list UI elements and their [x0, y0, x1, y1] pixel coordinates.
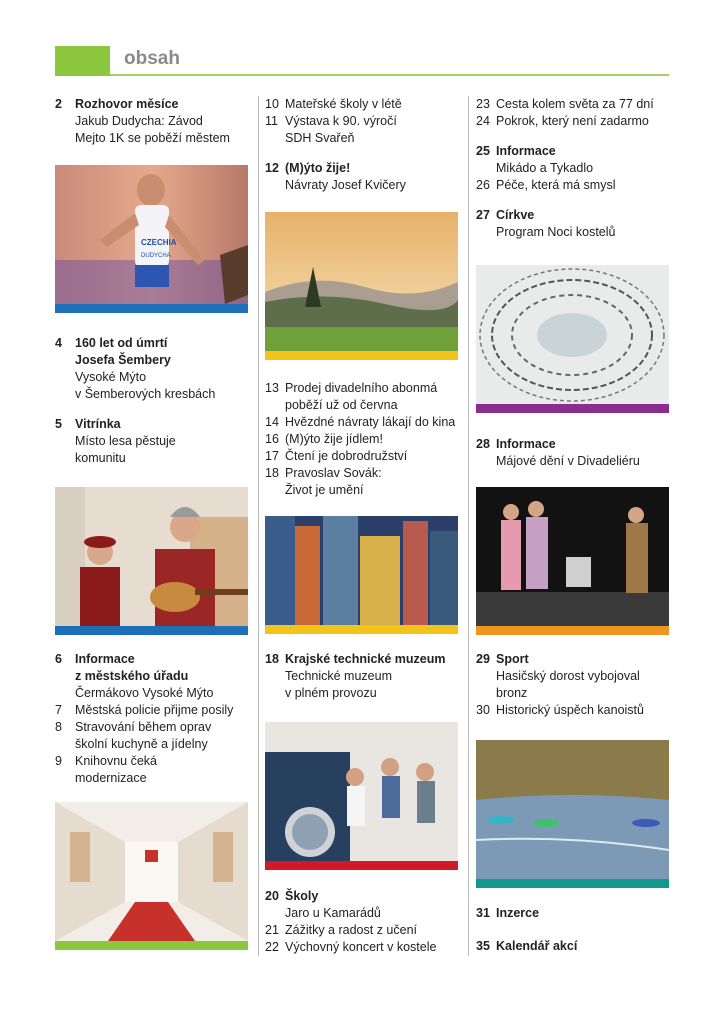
- toc-entry[interactable]: [476, 651, 669, 702]
- entry-title: Informace: [496, 437, 556, 451]
- toc-entry[interactable]: [265, 431, 458, 448]
- page-title: obsah: [124, 48, 180, 69]
- entry-text: Zážitky a radost z učení: [285, 923, 418, 937]
- entry-subtitle: Jakub Dudycha: Závod: [75, 114, 203, 128]
- page-number: 9: [55, 754, 62, 768]
- entry-title: Josefa Šembery: [75, 353, 171, 367]
- toc-entry[interactable]: [55, 702, 248, 719]
- entry-title: Sport: [496, 652, 529, 666]
- page-number: 21: [265, 923, 279, 937]
- entry-title: 160 let od úmrtí: [75, 336, 168, 350]
- page-number: 6: [55, 652, 62, 666]
- page-number: 12: [265, 161, 279, 175]
- photo-color-bar: [476, 879, 669, 888]
- photo-theatre[interactable]: [476, 487, 669, 635]
- entry-title: Inzerce: [496, 906, 540, 920]
- toc-entry[interactable]: [55, 651, 248, 702]
- page-number: 35: [476, 939, 490, 953]
- page-number: 18: [265, 652, 279, 666]
- page-number: 16: [265, 432, 279, 446]
- toc-entry[interactable]: [55, 719, 248, 753]
- toc-entry[interactable]: [265, 922, 458, 939]
- toc-entry[interactable]: [476, 143, 669, 177]
- toc-entry[interactable]: [476, 905, 669, 922]
- toc-entry[interactable]: [265, 113, 458, 147]
- entry-text: Historický úspěch kanoistů: [496, 703, 644, 717]
- page-number: 8: [55, 720, 62, 734]
- toc-entry[interactable]: [55, 753, 248, 787]
- entry-title: Rozhovor měsíce: [75, 97, 179, 111]
- photo-color-bar: [55, 626, 248, 635]
- entry-subtitle: Čermákovo Vysoké Mýto: [75, 686, 214, 700]
- toc-entry[interactable]: [265, 414, 458, 431]
- entry-title: Krajské technické muzeum: [285, 652, 446, 666]
- toc-entry[interactable]: [265, 651, 458, 702]
- column-divider: [258, 96, 259, 956]
- entry-text: Výstava k 90. výročí: [285, 114, 397, 128]
- page-number: 4: [55, 336, 62, 350]
- entry-subtitle: Jaro u Kamarádů: [285, 906, 381, 920]
- toc-column-3-block-2: [476, 436, 669, 483]
- column-divider: [468, 96, 469, 956]
- page-number: 23: [476, 97, 490, 111]
- toc-column-2: [265, 96, 458, 207]
- entry-text: Pravoslav Sovák:: [285, 466, 382, 480]
- toc-entry[interactable]: [476, 96, 669, 113]
- toc-entry[interactable]: [55, 416, 248, 467]
- header-rule: [110, 74, 669, 76]
- page-number: 13: [265, 381, 279, 395]
- toc-entry[interactable]: [476, 702, 669, 719]
- entry-title: Informace: [496, 144, 556, 158]
- page-number: 7: [55, 703, 62, 717]
- entry-subtitle: Program Noci kostelů: [496, 225, 616, 239]
- entry-title: Školy: [285, 889, 319, 903]
- page-number: 24: [476, 114, 490, 128]
- page-number: 28: [476, 437, 490, 451]
- page-number: 29: [476, 652, 490, 666]
- entry-text: Pokrok, který není zadarmo: [496, 114, 649, 128]
- entry-text: SDH Svařeň: [285, 131, 355, 145]
- toc-column-3-block-4: [476, 905, 669, 968]
- entry-text: Hvězdné návraty lákají do kina: [285, 415, 456, 429]
- entry-text: Čtení je dobrodružství: [285, 449, 408, 463]
- entry-subtitle: Mikádo a Tykadlo: [496, 161, 594, 175]
- photo-musicians[interactable]: [55, 487, 248, 635]
- entry-subtitle: v plném provozu: [285, 686, 377, 700]
- entry-subtitle: komunitu: [75, 451, 126, 465]
- toc-entry[interactable]: [476, 436, 669, 470]
- page-number: 20: [265, 889, 279, 903]
- toc-column-1-block-3: [55, 651, 248, 787]
- page-number: 11: [265, 114, 278, 128]
- photo-lace-art[interactable]: [476, 265, 669, 413]
- entry-text: školní kuchyně a jídelny: [75, 737, 208, 751]
- entry-text: Cesta kolem světa za 77 dní: [496, 97, 654, 111]
- photo-color-bar: [265, 625, 458, 634]
- photo-landscape[interactable]: [265, 212, 458, 360]
- toc-column-3-block-3: [476, 651, 669, 719]
- photo-color-bar: [265, 351, 458, 360]
- photo-corridor[interactable]: [55, 802, 248, 950]
- toc-entry[interactable]: [55, 335, 248, 403]
- toc-column-2-block-3: [265, 651, 458, 715]
- entry-title: Informace: [75, 652, 135, 666]
- section-header: [55, 46, 669, 76]
- page-number: 14: [265, 415, 279, 429]
- toc-column-1-block-2: [55, 335, 248, 480]
- page-number: 26: [476, 178, 490, 192]
- entry-text: modernizace: [75, 771, 147, 785]
- entry-title: Vitrínka: [75, 417, 121, 431]
- photo-car-museum[interactable]: [265, 722, 458, 870]
- entry-text: Prodej divadelního abonmá: [285, 381, 438, 395]
- toc-column-1: [55, 96, 248, 160]
- photo-color-bar: [476, 404, 669, 413]
- entry-text: Výchovný koncert v kostele: [285, 940, 437, 954]
- toc-entry[interactable]: [55, 96, 248, 147]
- page-number: 18: [265, 466, 279, 480]
- entry-subtitle: bronz: [496, 686, 528, 700]
- toc-entry[interactable]: [476, 177, 669, 194]
- photo-color-bar: [265, 861, 458, 870]
- entry-title: (M)ýto žije!: [285, 161, 351, 175]
- entry-subtitle: Místo lesa pěstuje: [75, 434, 176, 448]
- toc-entry[interactable]: [265, 939, 458, 956]
- toc-column-2-block-2: [265, 380, 458, 499]
- toc-entry[interactable]: [265, 96, 458, 113]
- photo-color-bar: [55, 304, 248, 313]
- page-number: 5: [55, 417, 62, 431]
- page-number: 25: [476, 144, 490, 158]
- entry-title: Kalendář akcí: [496, 939, 578, 953]
- photo-canoe[interactable]: [476, 740, 669, 888]
- toc-column-3: [476, 96, 669, 254]
- photo-color-bar: [476, 626, 669, 635]
- entry-subtitle: Technické muzeum: [285, 669, 392, 683]
- entry-subtitle: Návraty Josef Kvičery: [285, 178, 406, 192]
- bib-text: DUDYCHA: [141, 253, 171, 259]
- page-number: 17: [265, 449, 279, 463]
- entry-title: Církve: [496, 208, 535, 222]
- page-number: 10: [265, 97, 279, 111]
- toc-column-2-block-4: [265, 888, 458, 956]
- page-number: 2: [55, 97, 62, 111]
- toc-entry[interactable]: [476, 938, 669, 955]
- entry-text: Stravování během oprav: [75, 720, 212, 734]
- entry-text: Život je umění: [285, 483, 364, 497]
- toc-entry[interactable]: [265, 380, 458, 414]
- entry-subtitle: Mejto 1K se poběží městem: [75, 131, 230, 145]
- photo-color-bar: [55, 941, 248, 950]
- entry-subtitle: v Šemberových kresbách: [75, 387, 216, 401]
- toc-entry[interactable]: [476, 207, 669, 241]
- jersey-text: CZECHIA: [141, 238, 177, 247]
- photo-runner[interactable]: [55, 165, 248, 313]
- toc-entry[interactable]: [265, 160, 458, 194]
- toc-entry[interactable]: [265, 888, 458, 922]
- page-number: 27: [476, 208, 490, 222]
- page-number: 30: [476, 703, 490, 717]
- entry-text: Knihovnu čeká: [75, 754, 158, 768]
- entry-subtitle: Májové dění v Divadeliéru: [496, 454, 640, 468]
- header-accent-block: [55, 46, 110, 76]
- entry-text: Městská policie přijme posily: [75, 703, 234, 717]
- entry-text: Péče, která má smysl: [496, 178, 616, 192]
- toc-entry[interactable]: [265, 465, 458, 499]
- entry-subtitle: Hasičský dorost vybojoval: [496, 669, 640, 683]
- entry-text: Mateřské školy v létě: [285, 97, 402, 111]
- entry-text: (M)ýto žije jídlem!: [285, 432, 383, 446]
- entry-text: poběží už od června: [285, 398, 398, 412]
- page-number: 31: [476, 906, 490, 920]
- photo-painting[interactable]: [265, 516, 458, 634]
- entry-subtitle: Vysoké Mýto: [75, 370, 147, 384]
- entry-title: z městského úřadu: [75, 669, 189, 683]
- toc-entry[interactable]: [265, 448, 458, 465]
- page-number: 22: [265, 940, 279, 954]
- toc-entry[interactable]: [476, 113, 669, 130]
